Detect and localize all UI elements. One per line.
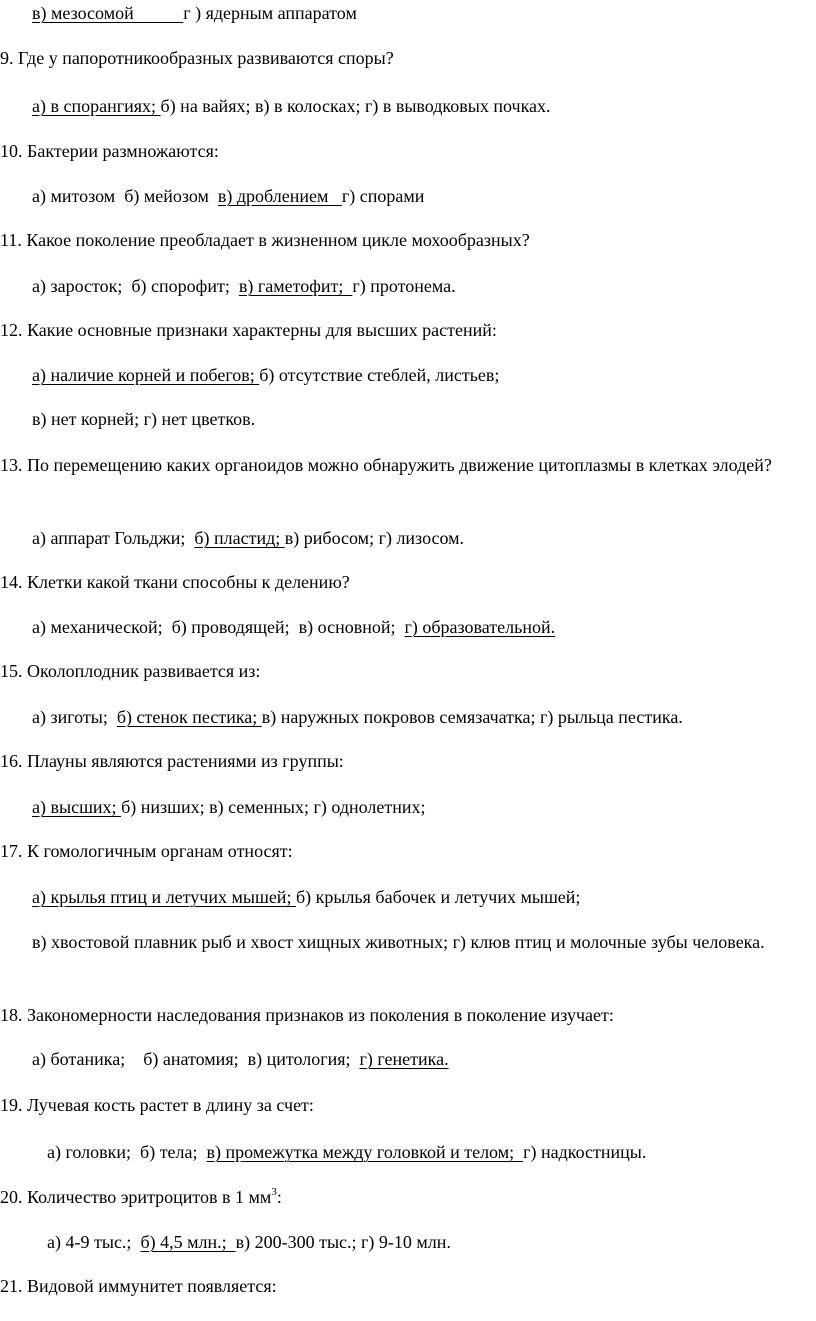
question-12: 12. Какие основные признаки характерны для высших растений:: [0, 320, 497, 340]
correct-answer: а) в спорангиях;: [32, 96, 161, 116]
correct-answer: в) дроблением: [217, 186, 342, 206]
correct-answer: б) 4,5 млн.;: [140, 1232, 236, 1252]
correct-answer: в) гаметофит;: [238, 276, 353, 296]
question-14: 14. Клетки какой ткани способны к делению?: [0, 572, 350, 592]
answer-pre: а) механической; б) проводящей; в) основной;: [32, 617, 405, 637]
answer-post: г) надкостницы.: [523, 1142, 647, 1162]
answers-16: [32, 796, 426, 818]
correct-answer: а) крылья птиц и летучих мышей;: [32, 887, 296, 907]
correct-answer: б) пластид;: [194, 528, 285, 548]
answers-13: [32, 527, 464, 549]
superscript: 3: [271, 1186, 277, 1198]
correct-answer: а) наличие корней и побегов;: [32, 365, 260, 385]
answer-post: г) протонема.: [352, 276, 456, 296]
question-21: 21. Видовой иммунитет появляется:: [0, 1276, 277, 1296]
answers-15: [32, 706, 683, 728]
question-end: :: [276, 1187, 282, 1207]
question-17: 17. К гомологичным органам относят:: [0, 841, 293, 861]
question-16: 16. Плауны являются растениями из группы:: [0, 751, 344, 771]
answer-pre: а) головки; б) тела;: [47, 1142, 207, 1162]
correct-answer: а) высших;: [32, 797, 122, 817]
question-13: 13. По перемещению каких органоидов можно обнаружить движение цитоплазмы в клетках элодей?: [0, 455, 772, 475]
question-text: 20. Количество эритроцитов в 1 мм: [0, 1187, 272, 1207]
answer-pre: а) митозом б) мейозом: [32, 186, 218, 206]
answer-pre: а) ботаника; б) анатомия; в) цитология;: [32, 1049, 360, 1069]
answer-post: в) рибосом; г) лизосом.: [284, 528, 465, 548]
answers-12-line-2: в) нет корней; г) нет цветков.: [32, 409, 256, 429]
correct-answer: г) образовательной.: [404, 617, 556, 637]
answer-rest: б) крылья бабочек и летучих мышей;: [295, 887, 581, 907]
question-10: 10. Бактерии размножаются:: [0, 141, 219, 161]
question-11: 11. Какое поколение преобладает в жизненном цикле мохообразных?: [0, 230, 530, 250]
answers-9: [32, 95, 551, 117]
answer-pre: а) аппарат Гольджи;: [32, 528, 195, 548]
answer-post: г) спорами: [341, 186, 425, 206]
answer-post: в) наружных покровов семязачатка; г) рыльца пестика.: [261, 707, 683, 727]
answer-pre: а) 4-9 тыс.;: [47, 1232, 141, 1252]
answer-line-8: [32, 2, 357, 24]
answers-19: [47, 1141, 646, 1163]
answers-18: [32, 1048, 449, 1070]
answers-17-line-2: в) хвостовой плавник рыб и хвост хищных животных; г) клюв птиц и молочные зубы человека.: [32, 932, 765, 952]
answers-20: [47, 1231, 451, 1253]
answers-10: [32, 185, 424, 207]
answer-rest: б) на вайях; в) в колосках; г) в выводковых почках.: [160, 96, 551, 116]
answers-17-line-1: [32, 886, 580, 908]
answer-pre: а) зиготы;: [32, 707, 117, 727]
question-9: 9. Где у папоротникообразных развиваются споры?: [0, 48, 394, 68]
answer-rest: г ) ядерным аппаратом: [183, 3, 357, 23]
answers-11: [32, 275, 456, 297]
question-15: 15. Околоплодник развивается из:: [0, 661, 261, 681]
question-19: 19. Лучевая кость растет в длину за счет:: [0, 1095, 314, 1115]
answer-rest: б) отсутствие стеблей, листьев;: [259, 365, 500, 385]
answer-option-underlined: в) мезосомой: [32, 3, 139, 23]
answer-blank: [138, 3, 183, 23]
answer-rest: б) низших; в) семенных; г) однолетних;: [121, 797, 426, 817]
answer-post: в) 200-300 тыс.; г) 9-10 млн.: [235, 1232, 451, 1252]
question-20: [0, 1186, 282, 1208]
correct-answer: в) промежутка между головкой и телом;: [206, 1142, 524, 1162]
answers-12-line-1: [32, 364, 499, 386]
answer-pre: а) заросток; б) спорофит;: [32, 276, 239, 296]
correct-answer: б) стенок пестика;: [116, 707, 262, 727]
correct-answer: г) генетика.: [359, 1049, 449, 1069]
question-18: 18. Закономерности наследования признаков из поколения в поколение изучает:: [0, 1005, 614, 1025]
answers-14: [32, 616, 555, 638]
